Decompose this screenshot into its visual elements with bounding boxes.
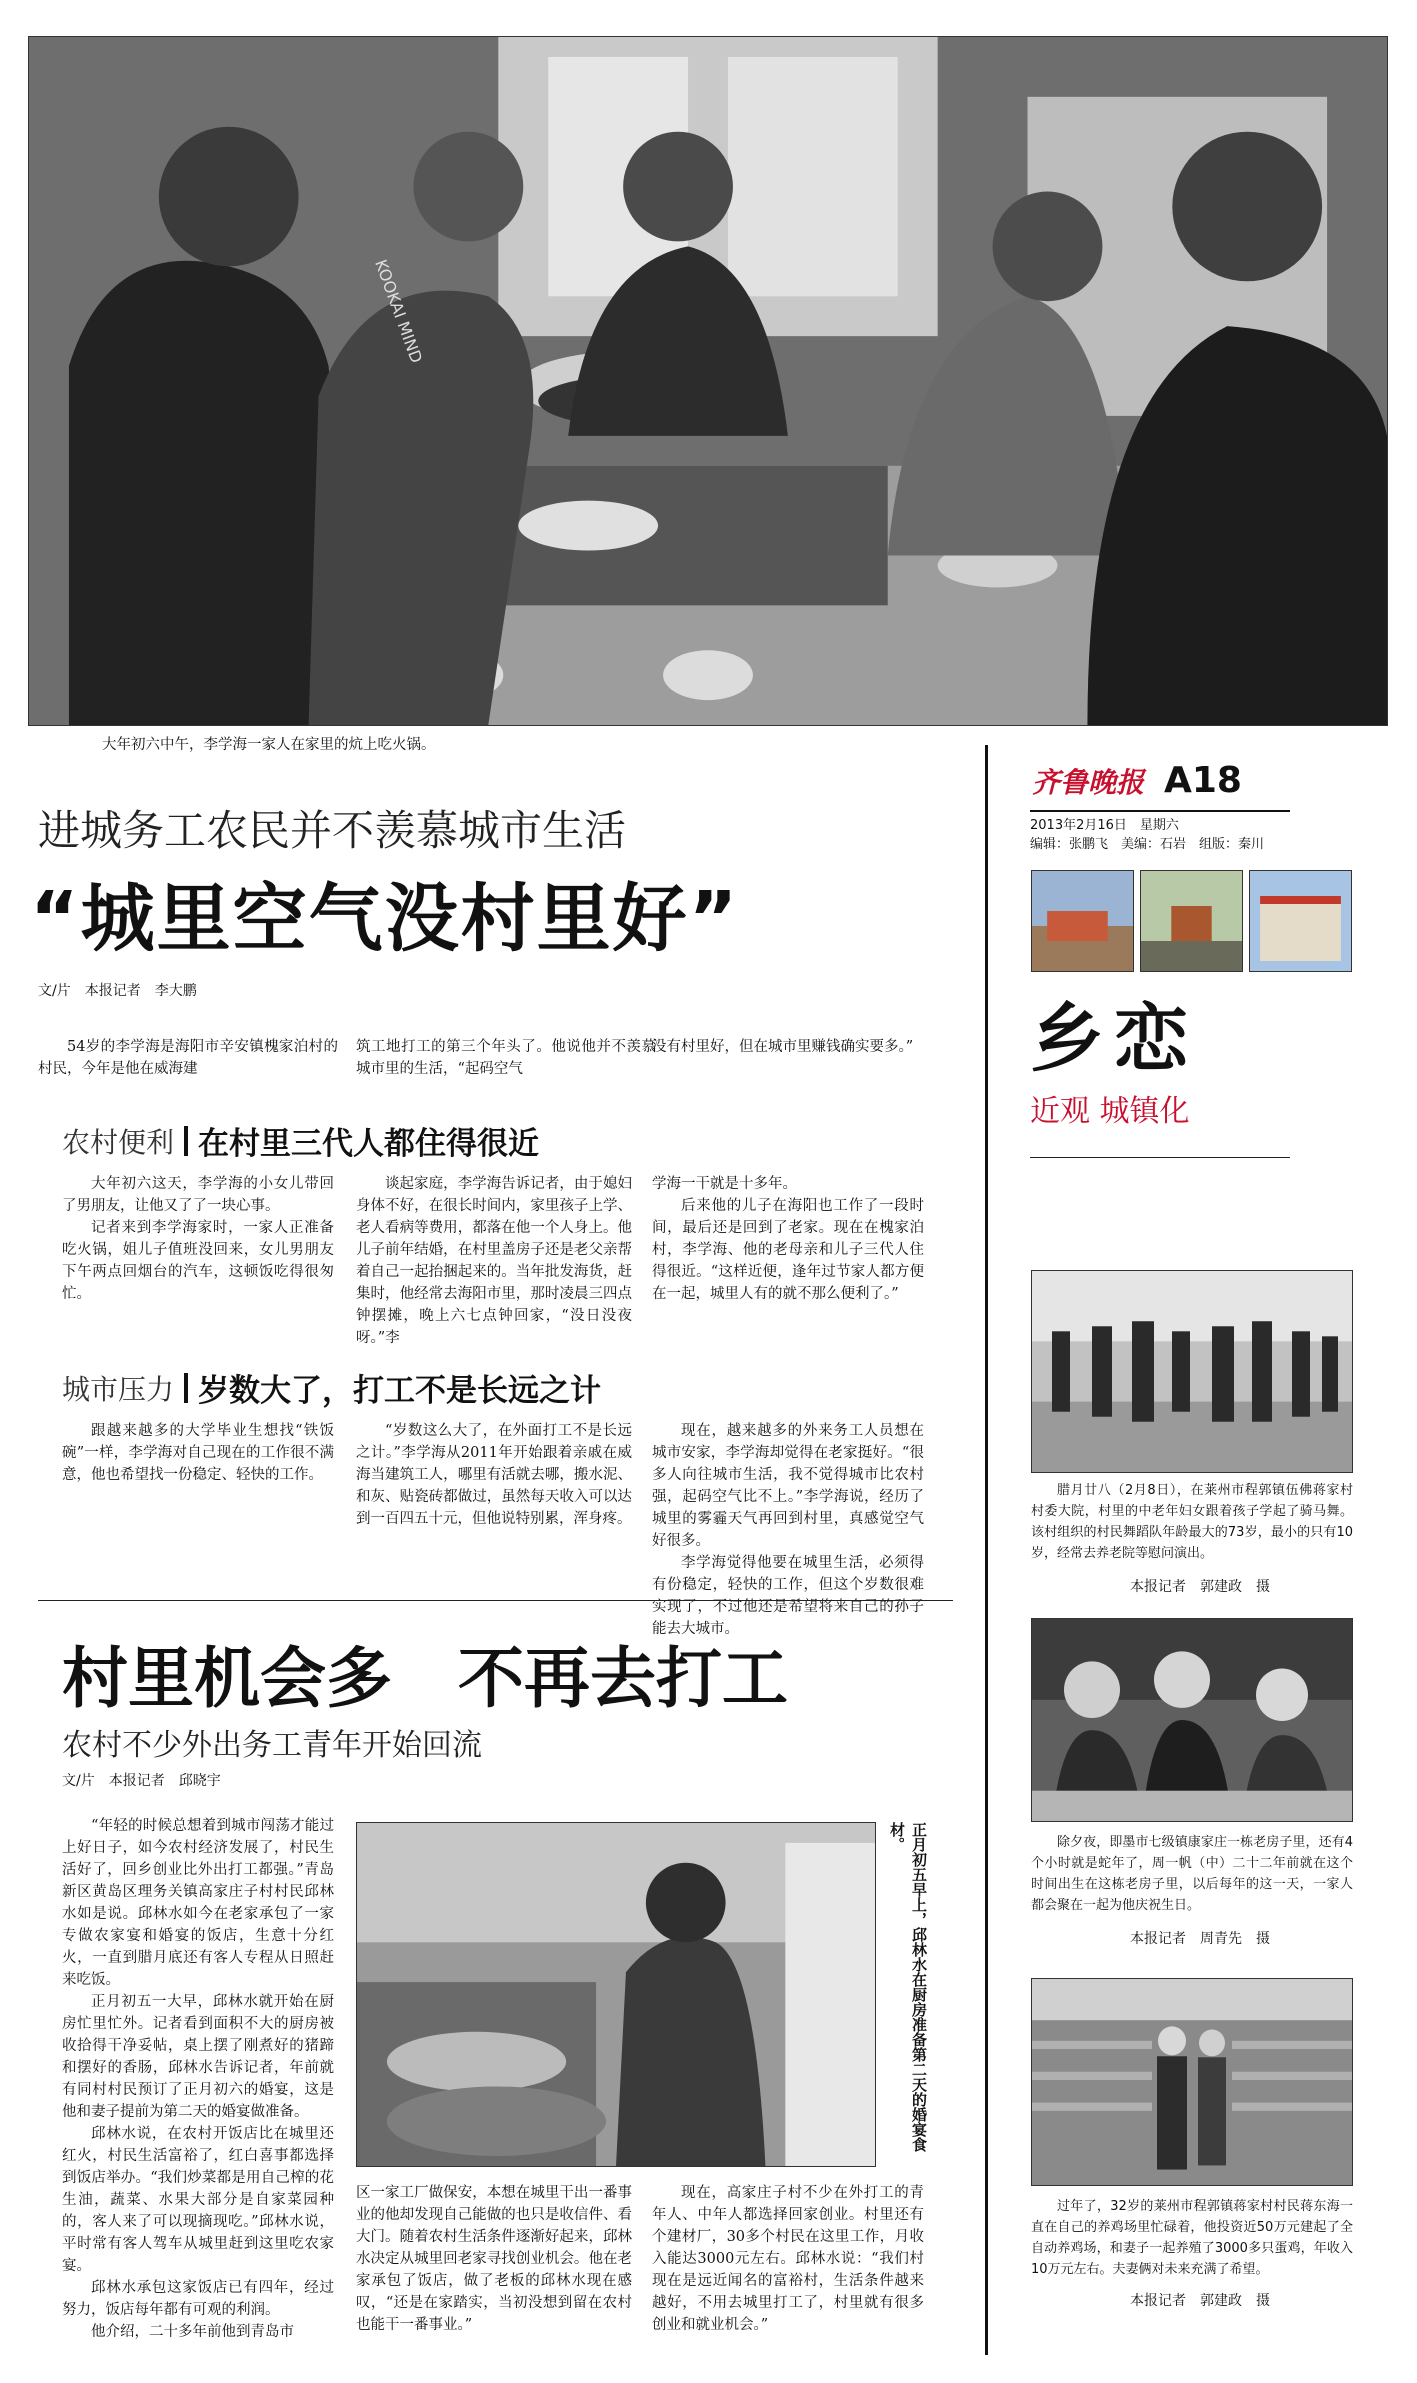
sidebar-photo-3 bbox=[1031, 1978, 1353, 2186]
paper-name: 齐鲁晚报 bbox=[1032, 766, 1145, 799]
page-number: A18 bbox=[1164, 760, 1242, 801]
masthead-thumb-2 bbox=[1140, 870, 1243, 972]
article2-col1: “年轻的时候总想着到城市闯荡才能过上好日子，如今农村经济发展了，村民生活好了，回乡创业比外出打工都强。”青岛新区黄岛区理务关镇高家庄子村村民邱林水如是说。邱林水如今在老家承包了一家专做农家宴和婚宴的饭店，生意十分红火，一直到腊月底还有客人专程从日照赶来吃饭。 正月初五一大早，邱林水就开始在厨房忙里忙外。记者看到面积不大的厨房被收拾得干净妥帖，桌上摆了刚煮好的猪蹄和摆好的香肠，邱林水告诉记者，年前就有同村村民预订了正月初六的婚宴，这是他和妻子提前为第二天的婚宴做准备。 邱林水说，在农村开饭店比在城里还红火，村民生活富裕了，红白喜事都选择到饭店举办。“我们炒菜都是用自己榨的花生油，蔬菜、水果大部分是自家菜园种的，客人来了可以现摘现吃。”邱林水说，平时常有客人驾车从城里赶到这里吃农家宴。 邱林水承包这家饭店已有四年，经过努力，饭店每年都有可观的利润。 他介绍，二十多年前他到青岛市 bbox=[62, 1818, 334, 2340]
article1-headline: “城里空气没村里好” bbox=[30, 876, 740, 962]
masthead-thumb-1 bbox=[1031, 870, 1134, 972]
masthead bbox=[990, 760, 1290, 801]
article1-sec1-col2: 谈起家庭，李学海告诉记者，由于媳妇身体不好，在很长时间内，家里孩子上学、老人看病等费用，都落在他一个人身上。他儿子前年结婚，在村里盖房子还是老父亲帮着自己一起抬捆起来的。当年批发海货，赶集时，他经常去海阳市里，那时凌晨三四点钟摆摊，晚上六七点钟回家，“没日没夜呀。”李 bbox=[356, 1176, 632, 1346]
article1-subhead-2 bbox=[62, 1365, 601, 1410]
section-subtitle: 近观 城镇化 bbox=[1030, 1094, 1190, 1129]
article2-headline: 村里机会多 不再去打工 bbox=[62, 1640, 788, 1717]
article1-sec1-col1: 大年初六这天，李学海的小女儿带回了男朋友，让他又了了一块心事。 记者来到李学海家时，一家人正准备吃火锅，姐儿子值班没回来，女儿男朋友下午两点回烟台的汽车，这顿饭吃得很匆忙。 bbox=[62, 1176, 334, 1302]
article1-kicker: 进城务工农民并不羡慕城市生活 bbox=[38, 806, 627, 855]
article1-subhead-1 bbox=[62, 1118, 539, 1163]
subhead-title: 岁数大了，打工不是长远之计 bbox=[198, 1373, 602, 1409]
subhead-bar bbox=[184, 1373, 188, 1403]
subhead-label: 农村便利 bbox=[62, 1125, 175, 1159]
sidebar-credit-2: 本报记者 周青先 摄 bbox=[1130, 1931, 1270, 1947]
article2-col2: 区一家工厂做保安，本想在城里干出一番事业的他却发现自己能做的也只是收信件、看大门。随着农村生活条件逐渐好起来，邱林水决定从城里回老家寻找创业机会。他在老家承包了饭店，做了老板的邱林水现在感叹，“还是在家踏实，当初没想到留在农村也能干一番事业。” bbox=[356, 2185, 632, 2333]
sidebar-caption-2: 除夕夜，即墨市七级镇康家庄一栋老房子里，还有4个小时就是蛇年了，周一帆（中）二十二年前就在这个时间出生在这栋老房子里，以后每年的这一天，一家人都会聚在一起为他庆祝生日。 bbox=[1031, 1835, 1353, 1913]
article2-photo bbox=[356, 1822, 876, 2167]
sidebar-caption-1: 腊月廿八（2月8日），在莱州市程郭镇伍佛蒋家村村委大院，村里的中老年妇女跟着孩子学起了骑马舞。该村组织的村民舞蹈队年龄最大的73岁，最小的只有10岁，经常去养老院等慰问演出。 bbox=[1031, 1483, 1353, 1561]
shirt-text: KOOKAI MIND bbox=[371, 257, 427, 366]
article2-photo-caption: 正月初五早上，邱林水在厨房准备第二天的婚宴食材。 bbox=[888, 1822, 928, 2152]
subhead-title: 在村里三代人都住得很近 bbox=[198, 1126, 540, 1162]
article1-intro-col3: 没有村里好，但在城市里赚钱确实要多。” bbox=[652, 1039, 914, 1055]
masthead-date: 2013年2月16日 星期六 bbox=[1030, 818, 1179, 833]
column-divider bbox=[985, 745, 988, 2355]
article1-sec1-col3: 学海一干就是十多年。 后来他的儿子在海阳也工作了一段时间，最后还是回到了老家。现在在槐家泊村，李学海、他的老母亲和儿子三代人住得很近。“这样近便，逢年过节家人都方便在一起，城里人有的就不那么便利了。” bbox=[652, 1176, 924, 1302]
top-photo bbox=[28, 36, 1388, 726]
masthead-thumb-3 bbox=[1249, 870, 1352, 972]
article1-intro-col2: 筑工地打工的第三个年头了。他说他并不羡慕城市里的生活，“起码空气 bbox=[356, 1039, 656, 1077]
article1-sec2-col3: 现在，越来越多的外来务工人员想在城市安家，李学海却觉得在老家挺好。“很多人向往城市生活，我不觉得城市比农村强，起码空气比不上。”李学海说，经历了城里的雾霾天气再回到村里，真感觉空气好很多。 李学海觉得他要在城里生活，必须得有份稳定，轻快的工作，但这个岁数很难实现了，不过他还是希望将来自己的孙子能去大城市。 bbox=[652, 1423, 924, 1637]
article1-byline: 文/片 本报记者 李大鹏 bbox=[38, 983, 197, 999]
subhead-label: 城市压力 bbox=[62, 1372, 175, 1406]
article1-sec2-col1: 跟越来越多的大学毕业生想找“铁饭碗”一样，李学海对自己现在的工作很不满意，他也希望找一份稳定、轻快的工作。 bbox=[62, 1423, 334, 1483]
sidebar-photo-2 bbox=[1031, 1618, 1353, 1822]
sidebar-caption-3: 过年了，32岁的莱州市程郭镇蒋家村村民蒋东海一直在自己的养鸡场里忙碌着，他投资近50万元建起了全自动养鸡场，和妻子一起养殖了3000多只蛋鸡，年收入10万元左右。夫妻俩对未来充满了希望。 bbox=[1031, 2199, 1353, 2277]
sidebar-credit-1: 本报记者 郭建政 摄 bbox=[1130, 1579, 1270, 1595]
article1-intro-col1: 54岁的李学海是海阳市辛安镇槐家泊村的村民，今年是他在威海建 bbox=[38, 1039, 338, 1077]
section-title: 乡恋 bbox=[1030, 996, 1198, 1082]
article1-sec2-col2: “岁数这么大了，在外面打工不是长远之计。”李学海从2011年开始跟着亲戚在威海当建筑工人，哪里有活就去哪，搬水泥、和灰、贴瓷砖都做过，虽然每天收入可以达到一百四五十元，但他说特别累，浑身疼。 bbox=[356, 1423, 632, 1527]
article2-subhead: 农村不少外出务工青年开始回流 bbox=[62, 1728, 482, 1763]
article2-col3: 现在，高家庄子村不少在外打工的青年人、中年人都选择回家创业。村里还有个建材厂，30多个村民在这里工作，月收入能达3000元左右。邱林水说：“我们村现在是远近闻名的富裕村，生活条件越来越好，不用去城里打工了，村里就有很多创业和就业机会。” bbox=[652, 2185, 924, 2333]
top-photo-caption: 大年初六中午，李学海一家人在家里的炕上吃火锅。 bbox=[102, 737, 436, 753]
masthead-rule bbox=[1030, 810, 1290, 812]
subhead-bar bbox=[184, 1126, 188, 1156]
article-divider bbox=[38, 1600, 953, 1601]
section-rule bbox=[1030, 1157, 1290, 1158]
sidebar-credit-3: 本报记者 郭建政 摄 bbox=[1130, 2293, 1270, 2309]
sidebar-photo-1 bbox=[1031, 1270, 1353, 1473]
article2-byline: 文/片 本报记者 邱晓宇 bbox=[62, 1773, 221, 1789]
masthead-editors: 编辑：张鹏飞 美编：石岩 组版：秦川 bbox=[1030, 837, 1265, 852]
